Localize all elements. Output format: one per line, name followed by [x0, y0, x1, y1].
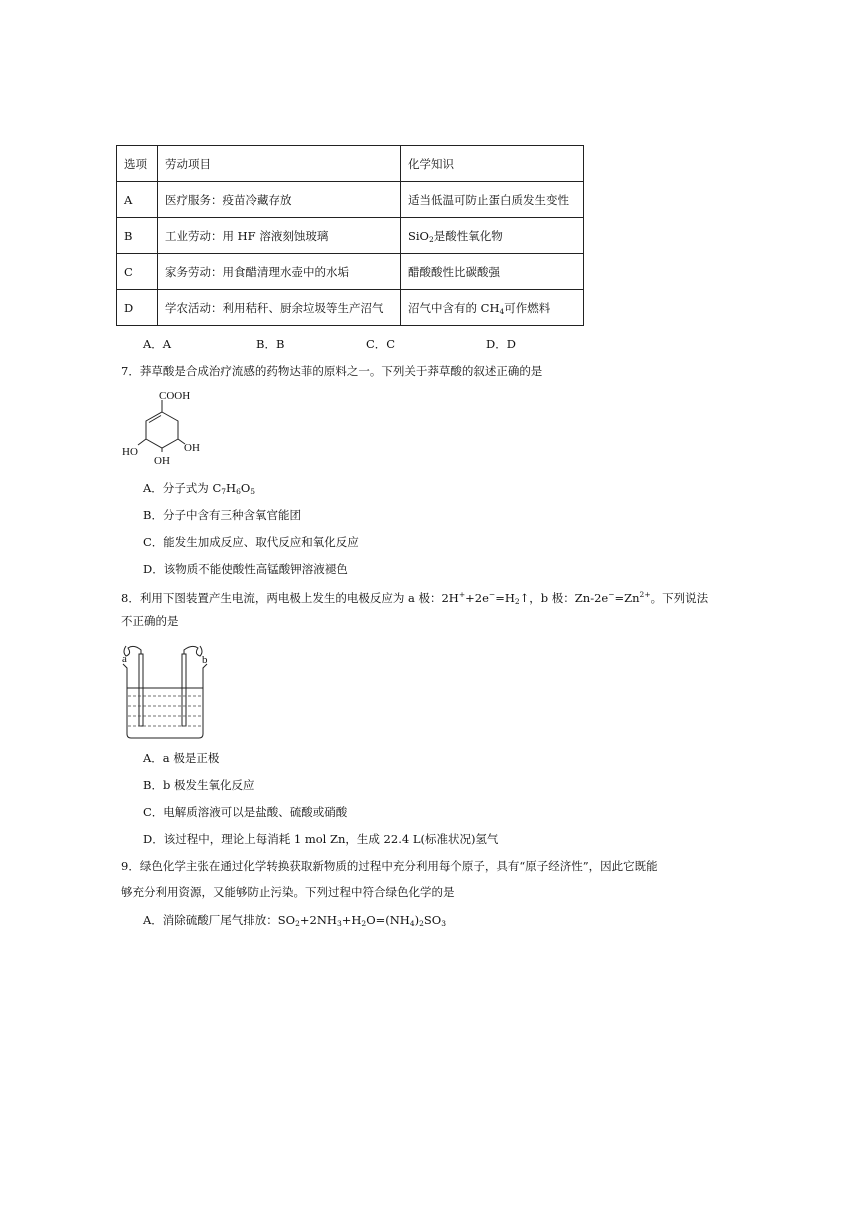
formula-text: SiO	[408, 228, 429, 243]
q7-stem: 7．莽草酸是合成治疗流感的药物达菲的原料之一。下列关于莽草酸的叙述正确的是	[121, 364, 543, 378]
table-cell: C	[117, 254, 158, 290]
subscript: 5	[250, 487, 256, 496]
q8-stem-line1	[121, 588, 708, 609]
superscript: 2+	[639, 590, 651, 599]
table-header: 选项	[117, 146, 158, 182]
superscript: +	[458, 590, 466, 599]
q9-stem-line1: 9．绿色化学主张在通过化学转换获取新物质的过程中充分利用每个原子，具有“原子经济性”，因此它既能	[121, 859, 658, 873]
table-header: 劳动项目	[158, 146, 401, 182]
subscript: 2	[361, 919, 367, 928]
table-cell: D	[117, 290, 158, 326]
table-cell: 医疗服务：疫苗冷藏存放	[158, 182, 401, 218]
table-cell: 工业劳动：用 HF 溶液刻蚀玻璃	[158, 218, 401, 254]
subscript: 4	[499, 306, 505, 316]
cell-text: 是酸性氧化物	[433, 228, 503, 243]
text: =H	[495, 591, 515, 605]
table-cell: 学农活动：利用秸秆、厨余垃圾等生产沼气	[158, 290, 401, 326]
subscript: 2	[514, 597, 520, 606]
text: 。下列说法	[650, 591, 709, 605]
text: A．消除硫酸厂尾气排放：SO	[143, 913, 296, 927]
table-row	[117, 182, 584, 218]
text: +2NH	[299, 913, 337, 927]
q6-table	[116, 145, 584, 326]
q6-choice-b: B．B	[256, 337, 285, 351]
galvanic-cell-diagram	[120, 640, 220, 740]
subscript: 7	[221, 487, 227, 496]
q8-option-a: A．a 极是正极	[143, 751, 220, 765]
cooh-label: COOH	[159, 390, 191, 402]
subscript: 6	[236, 487, 241, 496]
table-cell: 家务劳动：用食醋清理水壶中的水垢	[158, 254, 401, 290]
text: O	[240, 481, 251, 495]
q8-option-c: C．电解质溶液可以是盐酸、硫酸或硝酸	[143, 805, 348, 819]
subscript: 2	[419, 919, 424, 928]
table-row	[117, 254, 584, 290]
q6-choice-d: D．D	[486, 337, 516, 351]
text: )	[414, 913, 420, 927]
q9-stem-line2: 够充分利用资源，又能够防止污染。下列过程中符合绿色化学的是	[121, 885, 455, 899]
subscript: 4	[409, 919, 415, 928]
table-cell: 适当低温可防止蛋白质发生变性	[401, 182, 584, 218]
text: +H	[341, 913, 362, 927]
subscript: 2	[428, 234, 434, 244]
shikimic-acid-structure	[118, 384, 218, 466]
q7-option-d: D．该物质不能使酸性高锰酸钾溶液褪色	[143, 562, 348, 576]
electrode-a-label: a	[122, 653, 127, 665]
superscript: −	[488, 590, 496, 599]
text: ↑，b 极：Zn-2e	[519, 591, 609, 605]
subscript: 3	[336, 919, 342, 928]
table-cell	[401, 218, 584, 254]
formula-text: 沼气中含有的 CH	[408, 300, 500, 315]
subscript: 3	[441, 919, 446, 928]
table-cell: B	[117, 218, 158, 254]
text: O=(NH	[366, 913, 410, 927]
q8-option-d: D．该过程中，理论上每消耗 1 mol Zn，生成 22.4 L(标准状况)氢气	[143, 832, 499, 846]
q9-option-a	[143, 913, 446, 931]
text: H	[226, 481, 237, 495]
oh-bottom-label: OH	[154, 455, 170, 466]
cell-text: 可作燃料	[504, 300, 551, 315]
text: SO	[423, 913, 442, 927]
table-header-row	[117, 146, 584, 182]
text: A．分子式为 C	[143, 481, 222, 495]
q7-option-b: B．分子中含有三种含氧官能团	[143, 508, 301, 522]
ho-label: HO	[122, 446, 138, 458]
q7-option-c: C．能发生加成反应、取代反应和氧化反应	[143, 535, 359, 549]
superscript: −	[608, 590, 615, 599]
table-header: 化学知识	[401, 146, 584, 182]
table-cell	[401, 290, 584, 326]
table-cell: A	[117, 182, 158, 218]
text: =Zn	[614, 591, 640, 605]
text: 8．利用下图装置产生电流，两电极上发生的电极反应为 a 极：2H	[121, 591, 459, 605]
q6-choice-a: A．A	[143, 337, 172, 351]
q7-option-a	[143, 481, 255, 499]
table-row	[117, 290, 584, 326]
table-cell: 醋酸酸性比碳酸强	[401, 254, 584, 290]
q6-choice-c: C．C	[366, 337, 396, 351]
table-row	[117, 218, 584, 254]
electrode-b-label: b	[202, 654, 208, 666]
q8-stem-line2: 不正确的是	[121, 614, 179, 628]
oh-right-label: OH	[184, 442, 200, 454]
subscript: 2	[295, 919, 300, 928]
text: +2e	[465, 591, 489, 605]
q8-option-b: B．b 极发生氧化反应	[143, 778, 255, 792]
